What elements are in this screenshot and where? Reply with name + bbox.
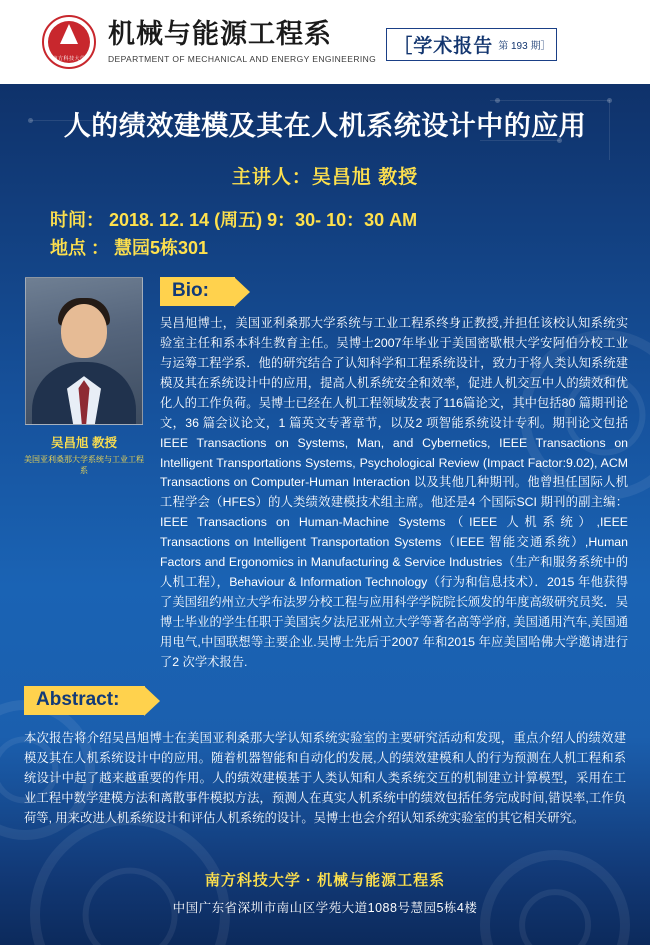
speaker-affiliation: 美国亚利桑那大学系统与工业工程系 xyxy=(24,455,144,475)
speaker-name: 吴昌旭 教授 xyxy=(51,436,117,451)
page-title: 人的绩效建模及其在人机系统设计中的应用 xyxy=(63,111,587,141)
bio-label: Bio: xyxy=(160,277,235,306)
logo-text: 南方科技大学 xyxy=(52,56,86,62)
bio-section xyxy=(0,277,650,672)
footer-organization: 南方科技大学 · 机械与能源工程系 xyxy=(204,872,446,889)
speaker-line: 主讲人：吴昌旭 教授 xyxy=(231,167,419,189)
speaker-portrait xyxy=(25,277,143,425)
department-name-en: DEPARTMENT OF MECHANICAL AND ENERGY ENGINEERING xyxy=(108,53,377,64)
poster-header xyxy=(0,0,650,84)
abstract-paragraph: 本次报告将介绍吴昌旭博士在美国亚利桑那大学认知系统实验室的主要研究活动和发现，重点介绍人的绩效建模及其在人机系统设计中的应用。随着机器智能和自动化的发展,人的绩效建模和人的行为预测在人机工程和系统设计中起了越来越重要的作用。人的绩效建模基于人类认知和人类系统交互的机制建立计算模型，采用在工业工程中数学建模方法和离散事件模拟方法，预测人在真实人机系统中的绩效包括任务完成时间,错误率,工作负荷等, 用来改进人机系统设计和评估人机系统的设计。吴博士也会介绍认知系统实验室的其它相关研究。 xyxy=(24,731,626,826)
abstract-section xyxy=(0,672,650,829)
report-issue-number: 第 193 期］ xyxy=(498,40,551,52)
event-place: 地点 ： 慧园5栋301 xyxy=(50,238,209,259)
report-series-label: ［学术报告 xyxy=(393,35,494,57)
speaker-photo-column xyxy=(22,277,146,672)
bio-text-column xyxy=(160,277,628,672)
title-section xyxy=(0,84,650,263)
event-time: 时间： 2018. 12. 14 (周五) 9：30- 10：30 AM xyxy=(50,210,418,231)
department-name-cn: 机械与能源工程系 xyxy=(108,19,332,50)
event-meta xyxy=(24,207,626,263)
department-block xyxy=(108,20,376,64)
poster-footer xyxy=(0,855,650,945)
university-logo-icon xyxy=(42,15,96,69)
report-series-badge xyxy=(386,28,557,61)
abstract-label: Abstract: xyxy=(24,686,145,715)
bio-paragraph: 吴昌旭博士，美国亚利桑那大学系统与工业工程系终身正教授,并担任该校认知系统实验室主任和系本科生教育主任。吴博士2007年毕业于美国密歇根大学安阿伯分校工业与运筹工程学系．他的研究结合了认知科学和工程系统设计，致力于将人类认知系统建模及其在系统设计中的应用，提高人机系统安全和效率，促进人机交互中人的绩效和优化人的工作负荷。吴博士已经在人机工程领域发表了116篇论文，其中包括80 篇期刊论文，36 篇会议论文，1 篇英文专著章节，以及2 项智能系统设计专利。期刊论文包括IEEE Transactions on Systems, Man, and Cybernetics, IEEE Transactions on Intelligent Transportations Systems, Psychological Review (Impact Factor:9.02), ACM Transactions on Computer-Human Interaction 以及其他几种期刊。他曾担任国际人机工程学会（HFES）的人类绩效建模技术组主席。他还是4 个国际SCI 期刊的副主编：IEEE Transactions on Human-Machine Systems（IEEE 人机系统）,IEEE Transactions on Intelligent Transportation Systems（IEEE 智能交通系统）,Human Factors and Ergonomics in Manufacturing & Service Industries（生产和服务系统中的人机工程），Behaviour & Information Technology（行为和信息技术）．2015 年他获得了美国纽约州立大学布法罗分校工程与应用科学学院院长颁发的年度高级研究员奖．吴博士毕业的学生任职于美国宾夕法尼亚州立大学等著名高等学府, 美国通用汽车,美国通用电气,中国联想等主要企业.吴博士先后于2007 年和2015 年应美国哈佛大学邀请进行了2 次学术报告. xyxy=(160,316,628,669)
footer-address: 中国广东省深圳市南山区学苑大道1088号慧园5栋4楼 xyxy=(172,901,478,915)
